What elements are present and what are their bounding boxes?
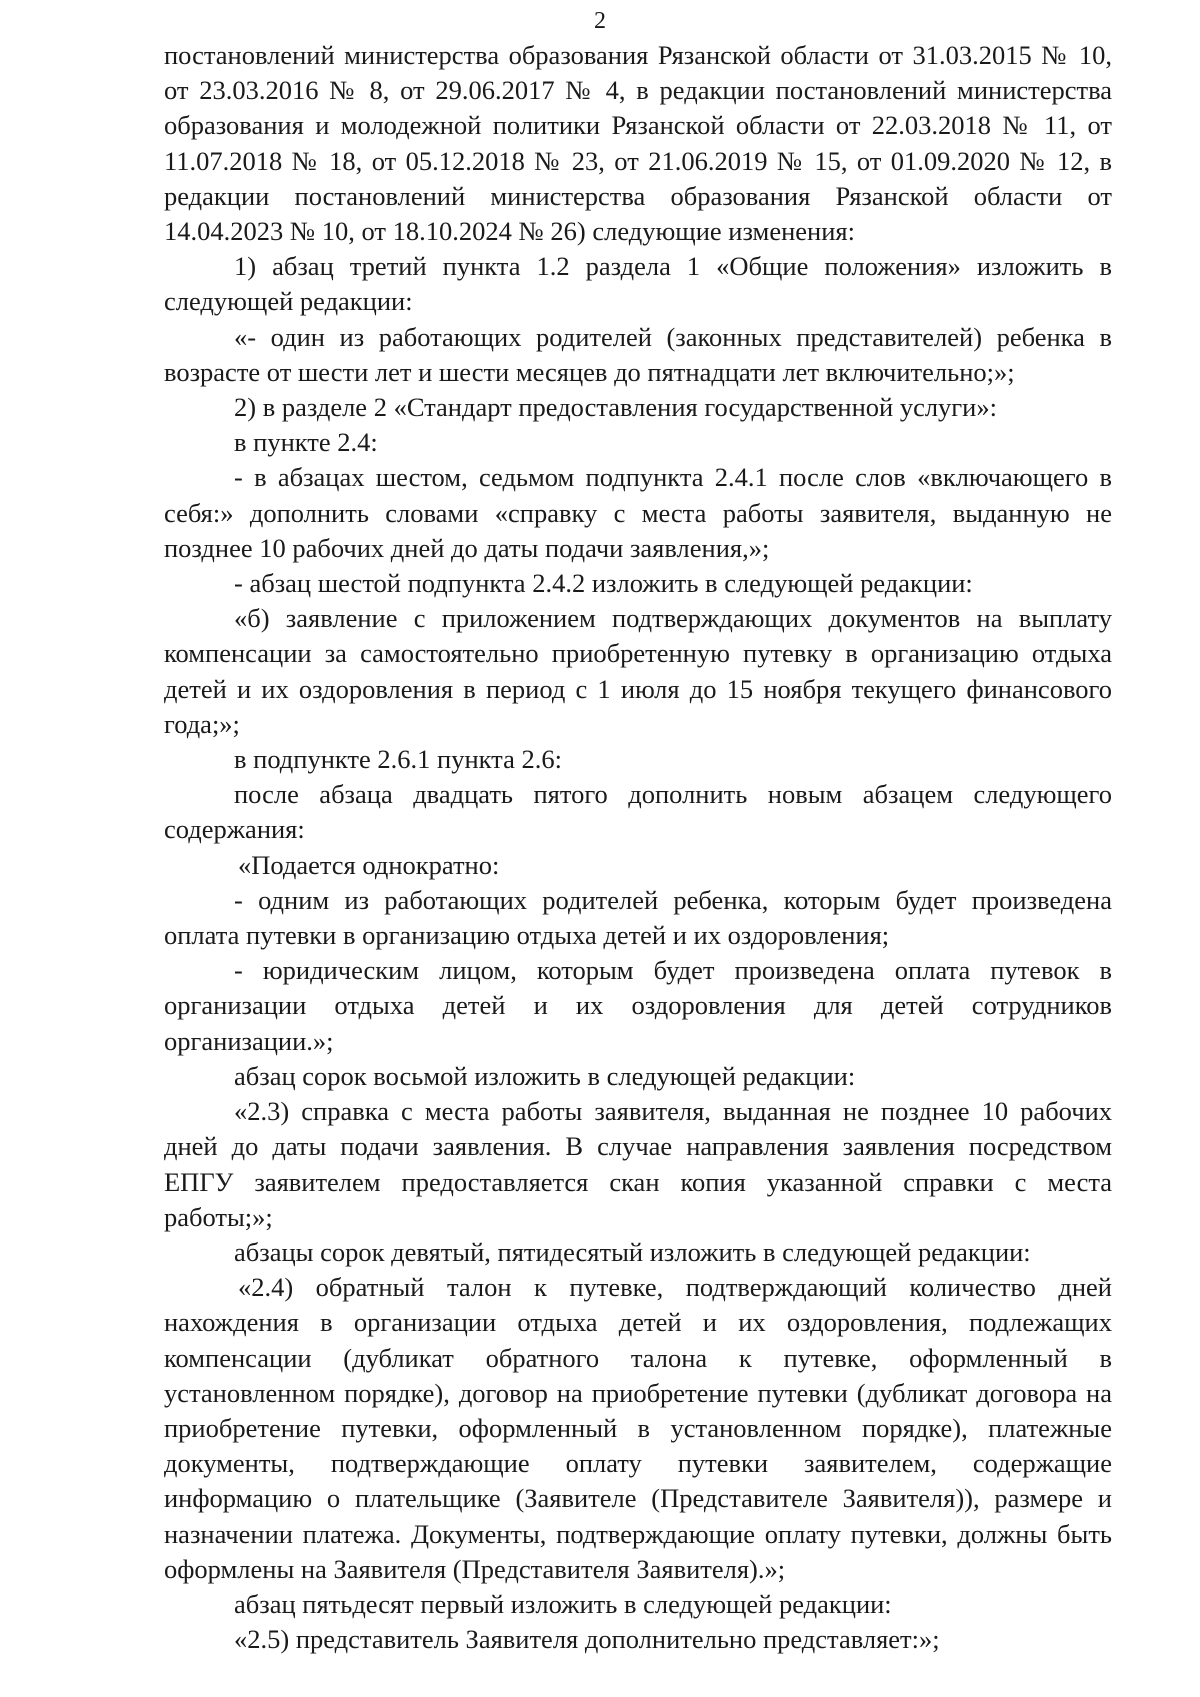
paragraph: - юридическим лицом, которым будет произведена оплата путевок в организации отдыха детей и их оздоровления для детей сотрудников организации.»; bbox=[164, 955, 1112, 1056]
paragraph: «- один из работающих родителей (законных представителей) ребенка в возрасте от шести лет и шести месяцев до пятнадцати лет включительно;»; bbox=[164, 321, 1112, 387]
paragraph: абзацы сорок девятый, пятидесятый изложить в следующей редакции: bbox=[234, 1236, 1031, 1267]
paragraph: в пункте 2.4: bbox=[234, 427, 378, 458]
paragraph: постановлений министерства образования Рязанской области от 31.03.2015 № 10, от 23.03.2016 № 8, от 29.06.2017 № 4, в редакции постановлений министерства образования и молодежной политики Рязанской области от 22.03.2018 № 11, от 11.07.2018 № 18, от 05.12.2018 № 23, от 21.06.2019 № 15, от 01.09.2020 № 12, в редакции постановлений министерства образования Рязанской области от 14.04.2023 № 10, от 18.10.2024 № 26) следующие изменения: bbox=[164, 40, 1112, 247]
page-number: 2 bbox=[594, 8, 606, 34]
paragraph: «2.5) представитель Заявителя дополнительно представляет:»; bbox=[234, 1624, 940, 1655]
paragraph: - абзац шестой подпункта 2.4.2 изложить в следующей редакции: bbox=[234, 568, 973, 599]
paragraph: «б) заявление с приложением подтверждающих документов на выплату компенсации за самостоятельно приобретенную путевку в организацию отдыха детей и их оздоровления в период с 1 июля до 15 ноября текущего финансового года;»; bbox=[164, 603, 1112, 739]
document-body bbox=[164, 38, 1112, 1657]
paragraph: - в абзацах шестом, седьмом подпункта 2.4.1 после слов «включающего в себя:» дополнить словами «справку с места работы заявителя, выданную не позднее 10 рабочих дней до даты подачи заявления,»; bbox=[164, 462, 1112, 563]
paragraph: 1) абзац третий пункта 1.2 раздела 1 «Общие положения» изложить в следующей редакции: bbox=[164, 251, 1112, 317]
paragraph: «2.4) обратный талон к путевке, подтверждающий количество дней нахождения в организации отдыха детей и их оздоровления, подлежащих компенсации (дубликат обратного талона к путевке, оформленный в установленном порядке), договор на приобретение путевки (дубликат договора на приобретение путевки, оформленный в установленном порядке), платежные документы, подтверждающие оплату путевки заявителем, содержащие информацию о плательщике (Заявителе (Представителе Заявителя)), размере и назначении платежа. Документы, подтверждающие оплату путевки, должны быть оформлены на Заявителя (Представителя Заявителя).»; bbox=[164, 1272, 1112, 1584]
paragraph: абзац пятьдесят первый изложить в следующей редакции: bbox=[234, 1588, 892, 1619]
paragraph: 2) в разделе 2 «Стандарт предоставления государственной услуги»: bbox=[234, 392, 997, 423]
paragraph: в подпункте 2.6.1 пункта 2.6: bbox=[234, 744, 562, 775]
paragraph: абзац сорок восьмой изложить в следующей редакции: bbox=[234, 1060, 856, 1091]
paragraph: - одним из работающих родителей ребенка, которым будет произведена оплата путевки в организацию отдыха детей и их оздоровления; bbox=[164, 884, 1112, 951]
paragraph: после абзаца двадцать пятого дополнить новым абзацем следующего содержания: bbox=[164, 779, 1112, 845]
paragraph: «Подается однократно: bbox=[238, 849, 500, 880]
paragraph: «2.3) справка с места работы заявителя, выданная не позднее 10 рабочих дней до даты подачи заявления. В случае направления заявления посредством ЕПГУ заявителем предоставляется скан копия указанной справки с места работы;»; bbox=[164, 1096, 1112, 1232]
